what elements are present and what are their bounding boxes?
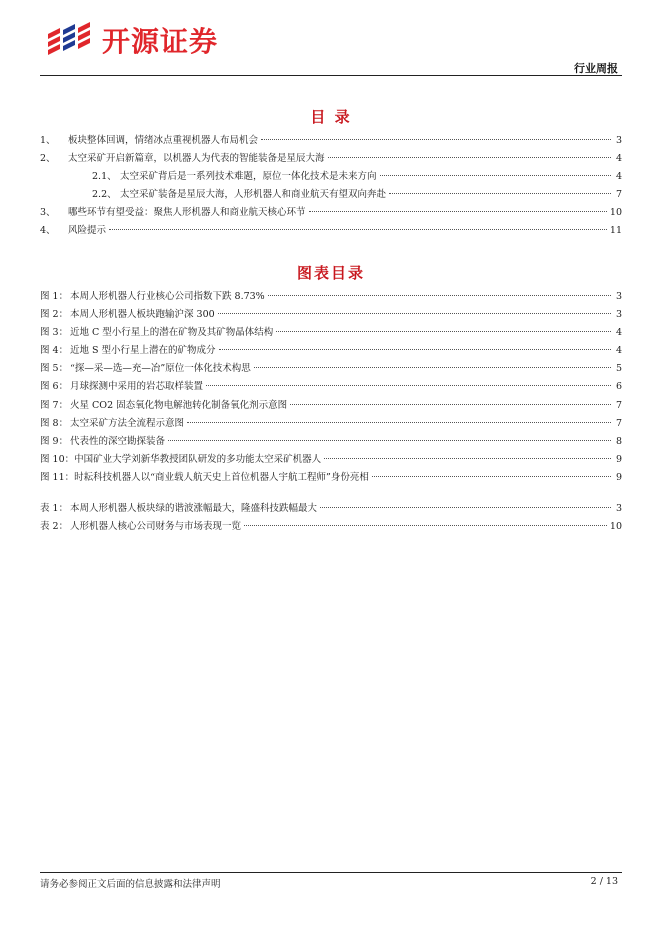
toc-item-page: 4 — [615, 171, 622, 183]
leader-dots — [168, 440, 611, 441]
brand-name: 开源证券 — [102, 25, 219, 58]
table-item[interactable] — [40, 500, 622, 518]
toc-title: 目 录 — [310, 108, 352, 126]
report-type-label: 行业周报 — [574, 62, 618, 75]
figure-item-title: 近地 S 型小行星上潜在的矿物成分 — [70, 345, 216, 357]
figure-item[interactable] — [40, 415, 622, 433]
figure-item[interactable] — [40, 360, 622, 378]
footer-disclaimer: 请务必参阅正文后面的信息披露和法律声明 — [40, 879, 221, 890]
leader-dots — [389, 193, 611, 194]
figure-item-page: 6 — [615, 381, 622, 393]
leader-dots — [268, 295, 611, 296]
toc-item[interactable] — [40, 204, 622, 222]
table-item[interactable] — [40, 518, 622, 536]
leader-dots — [328, 157, 611, 158]
figures-title: 图表目录 — [296, 264, 365, 282]
figure-item-page: 3 — [615, 309, 622, 321]
page-indicator: 2 / 13 — [590, 876, 618, 887]
toc-subitem[interactable] — [40, 168, 622, 186]
toc-item[interactable] — [40, 150, 622, 168]
leader-dots — [109, 229, 607, 230]
figure-item-number: 图 11： — [40, 471, 75, 483]
table-item-title: 人形机器人核心公司财务与市场表现一览 — [70, 521, 242, 533]
figure-item-number: 图 9： — [40, 435, 69, 447]
leader-dots — [372, 476, 611, 477]
figure-item-number: 图 7： — [40, 399, 69, 411]
toc-item-title: 板块整体回调，情绪冰点重视机器人布局机会 — [68, 135, 259, 146]
toc-item-number: 4、 — [40, 225, 56, 237]
figure-item-title: 太空采矿方法全流程示意图 — [70, 417, 185, 429]
figure-item[interactable] — [40, 342, 622, 360]
figure-item-page: 7 — [615, 399, 622, 411]
figure-item-number: 图 3： — [40, 327, 69, 339]
toc-item-page: 3 — [615, 135, 622, 146]
toc-item-page: 11 — [609, 225, 622, 237]
footer-divider — [40, 872, 622, 873]
leader-dots — [290, 404, 611, 405]
leader-dots — [380, 175, 611, 176]
header-divider — [40, 75, 622, 76]
figure-item-page: 9 — [615, 453, 622, 465]
figure-item-page: 5 — [615, 363, 622, 375]
figure-item-title: 月球探测中采用的岩芯取样装置 — [70, 381, 204, 393]
leader-dots — [276, 331, 611, 332]
table-item-number: 表 2： — [40, 521, 69, 533]
figure-item-title: 火星 CO2 固态氧化物电解池转化制备氧化剂示意图 — [70, 399, 288, 411]
figure-item-title: 代表性的深空勘探装备 — [70, 435, 166, 447]
table-item-number: 表 1： — [40, 503, 69, 514]
leader-dots — [219, 349, 611, 350]
figure-item-page: 9 — [615, 471, 622, 483]
toc-item-number: 2.2、 — [92, 189, 117, 201]
toc-item-title: 风险提示 — [68, 225, 107, 237]
figure-item-title: 本周人形机器人行业核心公司指数下跌 8.73% — [70, 291, 265, 302]
figure-item[interactable] — [40, 306, 622, 324]
figure-item-title: 近地 C 型小行星上的潜在矿物及其矿物晶体结构 — [70, 327, 274, 339]
figure-item[interactable] — [40, 469, 622, 487]
leader-dots — [320, 507, 611, 508]
toc-item[interactable] — [40, 132, 622, 150]
leader-dots — [206, 385, 611, 386]
figure-item[interactable] — [40, 451, 622, 469]
figure-item-number: 图 2： — [40, 309, 69, 321]
figure-item[interactable] — [40, 324, 622, 342]
figure-item-page: 4 — [615, 345, 622, 357]
brand-mark-icon — [44, 20, 98, 60]
figure-item-page: 7 — [615, 417, 622, 429]
figure-item-number: 图 1： — [40, 291, 69, 302]
figure-item-number: 图 5： — [40, 363, 69, 375]
toc-item-number: 1、 — [40, 135, 56, 146]
figure-item-number: 图 4： — [40, 345, 69, 357]
toc-item-title: 哪些环节有望受益：聚焦人形机器人和商业航天核心环节 — [68, 207, 306, 219]
leader-dots — [187, 422, 611, 423]
toc-item-title: 太空采矿开启新篇章，以机器人为代表的智能装备是星辰大海 — [68, 153, 325, 165]
figure-item-page: 8 — [615, 435, 622, 447]
toc-item-number: 2、 — [40, 153, 56, 165]
toc-item-page: 7 — [615, 189, 622, 201]
toc-subitem[interactable] — [40, 186, 622, 204]
toc-list — [40, 132, 622, 241]
toc-item-page: 10 — [609, 207, 622, 219]
leader-dots — [254, 367, 611, 368]
figure-item-title: “探—采—选—充—冶”原位一体化技术构思 — [70, 363, 251, 375]
figure-item-title: 时耘科技机器人以“商业载人航天史上首位机器人宇航工程师”身份亮相 — [74, 471, 369, 483]
figure-item-number: 图 6： — [40, 381, 69, 393]
toc-item-number: 2.1、 — [92, 171, 117, 183]
brand-logo — [44, 20, 218, 60]
toc-item[interactable] — [40, 222, 622, 240]
figure-item-title: 中国矿业大学刘新华教授团队研发的多功能太空采矿机器人 — [74, 453, 322, 465]
table-item-page: 10 — [609, 521, 622, 533]
leader-dots — [261, 139, 611, 140]
toc-item-number: 3、 — [40, 207, 56, 219]
figure-item[interactable] — [40, 397, 622, 415]
figure-item-number: 图 8： — [40, 417, 69, 429]
figure-item-title: 本周人形机器人板块跑输沪深 300 — [70, 309, 215, 321]
figure-item[interactable] — [40, 378, 622, 396]
toc-item-title: 太空采矿背后是一系列技术难题，原位一体化技术是未来方向 — [120, 171, 377, 183]
toc-item-title: 太空采矿装备是星辰大海，人形机器人和商业航天有望双向奔赴 — [120, 189, 387, 201]
leader-dots — [309, 211, 607, 212]
leader-dots — [218, 313, 611, 314]
leader-dots — [324, 458, 611, 459]
figure-item[interactable] — [40, 288, 622, 306]
toc-item-page: 4 — [615, 153, 622, 165]
leader-dots — [244, 525, 607, 526]
figure-item-number: 图 10： — [40, 453, 75, 465]
table-item-page: 3 — [615, 503, 622, 514]
figure-item-page: 3 — [615, 291, 622, 302]
table-list — [40, 500, 622, 536]
figure-item[interactable] — [40, 433, 622, 451]
table-item-title: 本周人形机器人板块绿的谐波涨幅最大，隆盛科技跌幅最大 — [70, 503, 318, 514]
figure-list — [40, 288, 622, 487]
figure-item-page: 4 — [615, 327, 622, 339]
